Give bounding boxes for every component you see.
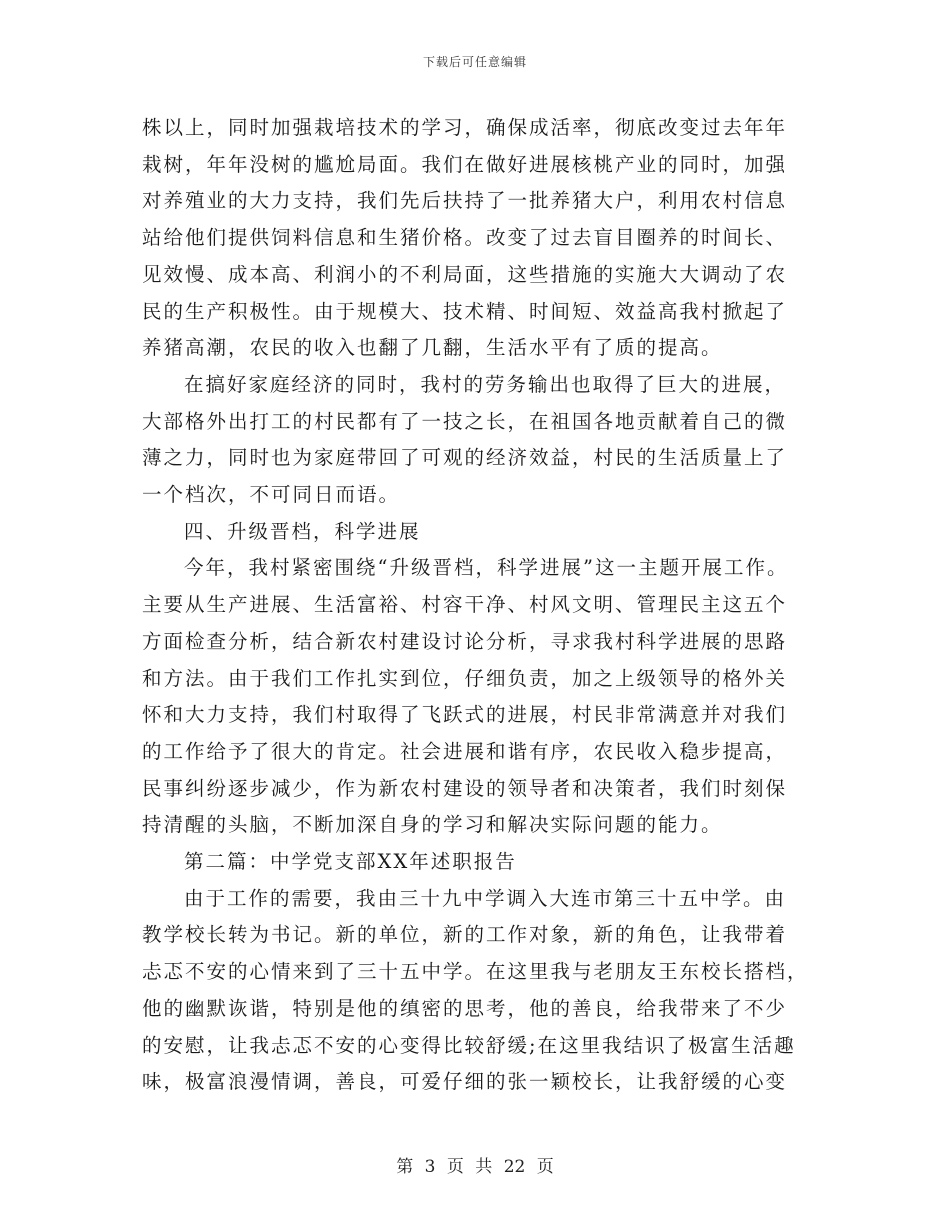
body-line: 站给他们提供饲料信息和生猪价格。改变了过去盲目圈养的时间长、 [142,226,788,250]
body-line: 他的幽默诙谐，特别是他的缜密的思考，他的善良，给我带来了不少 [142,996,788,1020]
body-line: 的安慰，让我忐忑不安的心变得比较舒缓;在这里我结识了极富生活趣 [142,1033,796,1057]
body-line: 和方法。由于我们工作扎实到位，仔细负责，加之上级领导的格外关 [142,666,788,690]
body-line: 持清醒的头脑，不断加深自身的学习和解决实际问题的能力。 [142,813,723,837]
body-line: 养猪高潮，农民的收入也翻了几翻，生活水平有了质的提高。 [142,336,723,360]
body-line: 株以上，同时加强栽培技术的学习，确保成活率，彻底改变过去年年 [142,116,788,139]
body-line: 大部格外出打工的村民都有了一技之长，在祖国各地贡献着自己的微 [142,409,788,433]
chapter-heading: 第二篇：中学党支部XX年述职报告 [184,850,517,874]
section-heading: 四、升级晋档，科学进展 [184,519,421,543]
body-line: 民的生产积极性。由于规模大、技术精、时间短、效益高我村掀起了 [142,299,788,323]
body-line: 见效慢、成本高、利润小的不利局面，这些措施的实施大大调动了农 [142,262,788,286]
body-line: 忐忑不安的心情来到了三十五中学。在这里我与老朋友王东校长搭档， [142,960,809,984]
body-line: 一个档次，不可同日而语。 [142,483,401,507]
body-line: 的工作给予了很大的肯定。社会进展和谐有序，农民收入稳步提高， [142,739,788,763]
document-body [142,110,809,1101]
body-line: 民事纠纷逐步减少，作为新农村建设的领导者和决策者，我们时刻保 [142,776,788,800]
body-line: 薄之力，同时也为家庭带回了可观的经济效益，村民的生活质量上了 [142,446,788,470]
body-line: 在搞好家庭经济的同时，我村的劳务输出也取得了巨大的进展， [184,372,787,396]
body-line: 栽树，年年没树的尴尬局面。我们在做好进展核桃产业的同时，加强 [142,152,788,176]
body-line: 今年，我村紧密围绕“升级晋档，科学进展”这一主题开展工作。 [184,556,789,580]
body-line: 由于工作的需要，我由三十九中学调入大连市第三十五中学。由 [184,886,787,910]
body-line: 怀和大力支持，我们村取得了飞跃式的进展，村民非常满意并对我们 [142,703,788,727]
body-line: 方面检查分析，结合新农村建设讨论分析，寻求我村科学进展的思路 [142,629,788,653]
body-line: 对养殖业的大力支持，我们先后扶持了一批养猪大户，利用农村信息 [142,189,788,213]
page-number: 第 3 页 共 22 页 [396,1157,554,1177]
body-line: 味，极富浪漫情调，善良，可爱仔细的张一颖校长，让我舒缓的心变 [142,1070,788,1094]
body-line: 教学校长转为书记。新的单位，新的工作对象，新的角色，让我带着 [142,923,788,947]
page-header: 下载后可任意编辑 [422,55,527,69]
body-line: 主要从生产进展、生活富裕、村容干净、村风文明、管理民主这五个 [142,593,788,617]
